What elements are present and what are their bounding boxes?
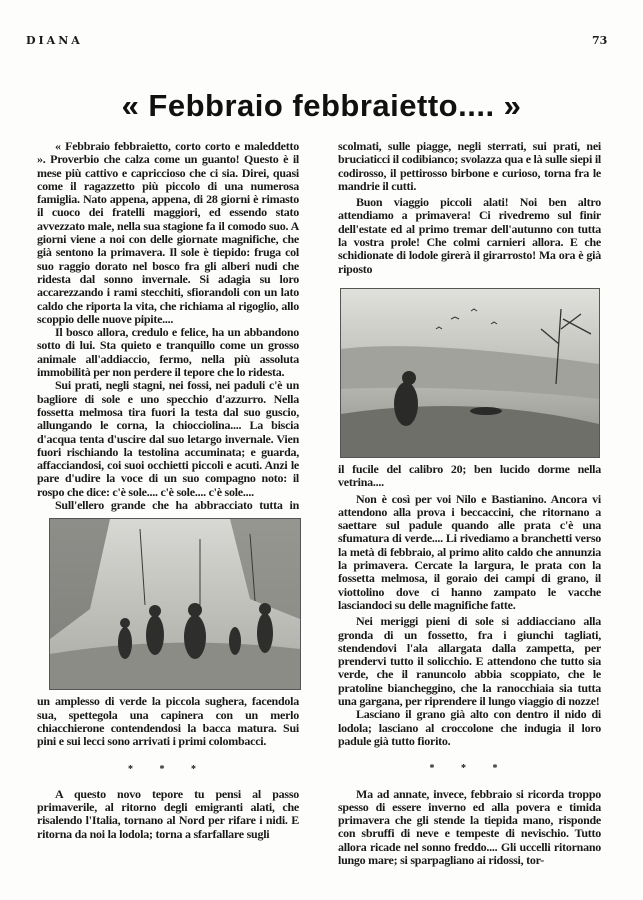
right-column bbox=[338, 140, 601, 867]
illustration-hunter-and-dog bbox=[340, 288, 600, 458]
magazine-name: DIANA bbox=[26, 34, 83, 47]
illustration-hunters-in-woods bbox=[49, 518, 301, 690]
article-title: « Febbraio febbraietto.... » bbox=[121, 88, 522, 123]
paragraph: Non è così per voi Nilo e Bastianino. Ancora vi attendono alla prova i beccaccini, che ritornano a saettare sul padule quando alle prata c'è una sfumatura di verde.... Li rivediamo a branchetti verso la metà di febbraio, al primo alito caldo che annunzia la primavera. Cercate la largura, le prata con la fossetta melmosa, il goraio dei campi di grano, il viottolino dove ci hanno zampato le vacche lasciandoci su delle magnifiche fatte. bbox=[338, 491, 601, 612]
paragraph: Buon viaggio piccoli alati! Noi ben altro attendiamo a primavera! Ci rivedremo sul finir dell'estate ed al primo tremar dell'autunno con tutta la vostra prole! Che colmi carnieri allora. E che schidionate di lodole girerà il girarrosto! Ma ora è già riposto bbox=[338, 195, 601, 276]
paragraph: A questo novo tepore tu pensi al passo primaverile, al ritorno degli emigranti alati, che risalendo l'Italia, tornano al Nord per rifare i nidi. E ritorna da noi la lodola; torna a sfarfallare sugli bbox=[37, 786, 299, 841]
paragraph-continuation: il fucile del calibro 20; ben lucido dorme nella vetrina.... bbox=[338, 461, 601, 490]
section-separator: * * * bbox=[128, 763, 208, 775]
paragraph-continuation: scolmati, sulle piagge, negli sterrati, sui prati, nei bruciaticci il codibianco; svolazza qua e là sulle siepi il codirosso, il pettirosso birbone e curioso, torna fra le mandrie il cutti. bbox=[338, 139, 601, 193]
paragraph: Il bosco allora, credulo e felice, ha un abbandono sotto di lui. Sta quieto e tranquillo come un grosso animale all'addiaccio, fermo, nella più assoluta immobilità per non perdere il tepore che lo ridesta. bbox=[37, 325, 299, 380]
paragraph: Sui prati, negli stagni, nei fossi, nei paduli c'è un bagliore di sole e uno specchio d'azzurro. Nella fossetta melmosa tira fuori la testa dal suo guscio, allungando le corna, la chiocciolina.... La biscia d'acqua tenta d'uscire dal suo letargo invernale. Vien fuori rischiando la testolina accuminata; e guarda, affacciandosi, coi suoi occhietti piccoli e acuti. Anzi le pare d'udire la voce di un suo compagno noto: il rospo che dice: c'è sole.... c'è sole.... c'è sole.... bbox=[37, 378, 299, 499]
paragraph: « Febbraio febbraietto, corto corto e maleddetto ». Proverbio che calza come un guanto! Questo è il mese più cattivo e capriccioso che ci sia. Direi, quasi come il ragazzetto più piccolo di una numerosa famiglia. Nato appena, appena, di 28 giorni è rimasto il cuoco dei fratelli maggiori, ed essendo stato avvezzato male, nella sua stagione fa il comodo suo. A giorni viene a noi con delle giornate magnifiche, che già sentono la primavera. Il sole è tiepido: fruga col suo raggio dorato nel bosco fra gli alberi nudi che ridesta dal sonno invernale. Si adagia su loro accarezzando i rami stecchiti, sfiorandoli con un lato caldo che riporta la vita, che richiama al rigoglio, allo scoppio delle nuove pipite.... bbox=[37, 139, 299, 326]
paragraph-continuation: un amplesso di verde la piccola sughera, facendola sua, spettegola una capinera con un merlo chiacchierone contendendosi la bacca matura. Sui pini e sui lecci sono arrivati i primi colombacci. bbox=[37, 694, 299, 749]
section-separator: * * * bbox=[429, 763, 510, 775]
paragraph: Nei meriggi pieni di sole si addiacciano alla gronda di un fossetto, fra i giunchi tagliati, stendendovi l'ala allargata dalla zampetta, per prendervi tutto il solicchio. E attendono che tutto sia verde, che il ranuncolo abbia scoppiato, che le pratoline biancheggino, che la ranocchiaia sia tutta una gargana, per riprendere il lungo viaggio di nozze! bbox=[338, 614, 601, 709]
paragraph: Lasciano il grano già alto con dentro il nido di lodola; lasciano al croccolone che indugia il loro padule già tutto fiorito. bbox=[338, 707, 601, 748]
paragraph: Ma ad annate, invece, febbraio si ricorda troppo spesso di essere inverno ed alla povera e timida primavera che gli stende la tiepida mano, risponde con sbruffi di neve e tempeste di nevischio. Tutto allora ricade nel sonno freddo.... Gli uccelli ritornano lungo mare; si sparpagliano ai ridossi, tor- bbox=[338, 786, 601, 867]
left-column bbox=[37, 140, 299, 841]
paragraph: Sull'ellero grande che ha abbracciato tutta in bbox=[55, 498, 299, 513]
hunters-sketch-image bbox=[50, 519, 300, 689]
page-number: 73 bbox=[592, 34, 608, 47]
hunter-dog-sketch-image bbox=[341, 289, 599, 457]
